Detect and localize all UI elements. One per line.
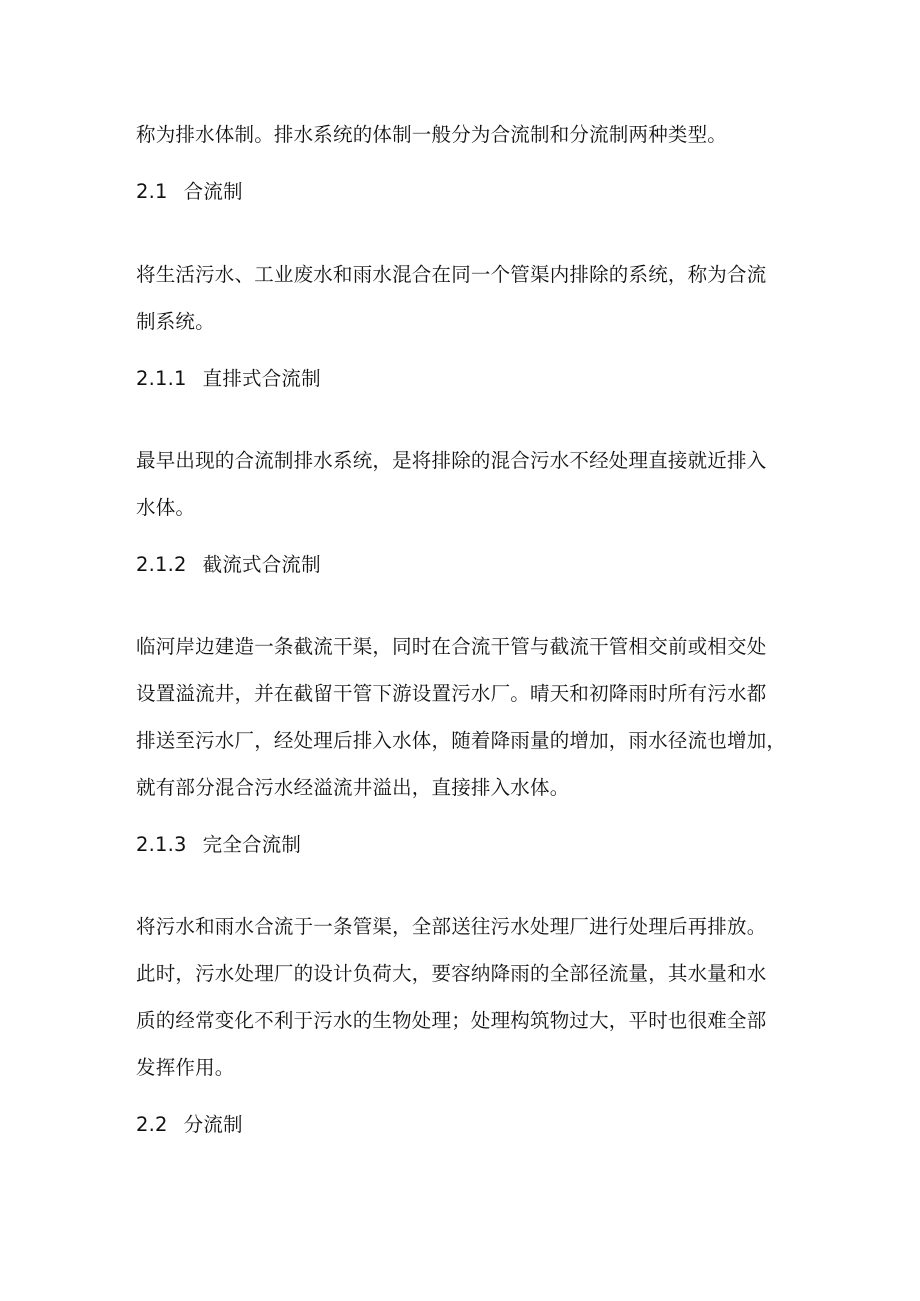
section-number: 2.2 bbox=[136, 1113, 168, 1136]
paragraph-line: 设置溢流井，并在截留干管下游设置污水厂。晴天和初降雨时所有污水都 bbox=[136, 682, 767, 705]
section-number: 2.1.2 bbox=[136, 553, 187, 576]
section-heading-2-1 bbox=[136, 178, 243, 206]
section-number: 2.1.1 bbox=[136, 367, 187, 390]
section-heading-2-2 bbox=[136, 1111, 243, 1139]
paragraph-line: 临河岸边建造一条截流干渠，同时在合流干管与截流干管相交前或相交处 bbox=[136, 635, 767, 658]
paragraph-line: 最早出现的合流制排水系统，是将排除的混合污水不经处理直接就近排入 bbox=[136, 449, 767, 472]
paragraph-line: 将生活污水、工业废水和雨水混合在同一个管渠内排除的系统，称为合流 bbox=[136, 263, 767, 286]
paragraph-line: 制系统。 bbox=[136, 310, 215, 333]
section-heading-2-1-2 bbox=[136, 551, 321, 579]
section-number: 2.1 bbox=[136, 180, 168, 203]
section-title: 分流制 bbox=[183, 1113, 243, 1136]
paragraph-line: 将污水和雨水合流于一条管渠，全部送往污水处理厂进行处理后再排放。 bbox=[136, 915, 767, 938]
section-number: 2.1.3 bbox=[136, 833, 187, 856]
paragraph-line: 发挥作用。 bbox=[136, 1056, 235, 1079]
paragraph-line: 就有部分混合污水经溢流井溢出，直接排入水体。 bbox=[136, 776, 570, 799]
paragraph-line: 排送至污水厂，经处理后排入水体，随着降雨量的增加，雨水径流也增加， bbox=[136, 729, 787, 752]
paragraph-line: 水体。 bbox=[136, 496, 196, 519]
section-title: 直排式合流制 bbox=[202, 367, 321, 390]
intro-paragraph-line: 称为排水体制。排水系统的体制一般分为合流制和分流制两种类型。 bbox=[136, 123, 728, 146]
paragraph-line: 此时，污水处理厂的设计负荷大，要容纳降雨的全部径流量，其水量和水 bbox=[136, 962, 767, 985]
section-heading-2-1-3 bbox=[136, 831, 301, 859]
section-title: 截流式合流制 bbox=[202, 553, 321, 576]
section-title: 完全合流制 bbox=[202, 833, 302, 856]
section-heading-2-1-1 bbox=[136, 365, 321, 393]
paragraph-line: 质的经常变化不利于污水的生物处理；处理构筑物过大，平时也很难全部 bbox=[136, 1009, 767, 1032]
section-title: 合流制 bbox=[183, 180, 243, 203]
